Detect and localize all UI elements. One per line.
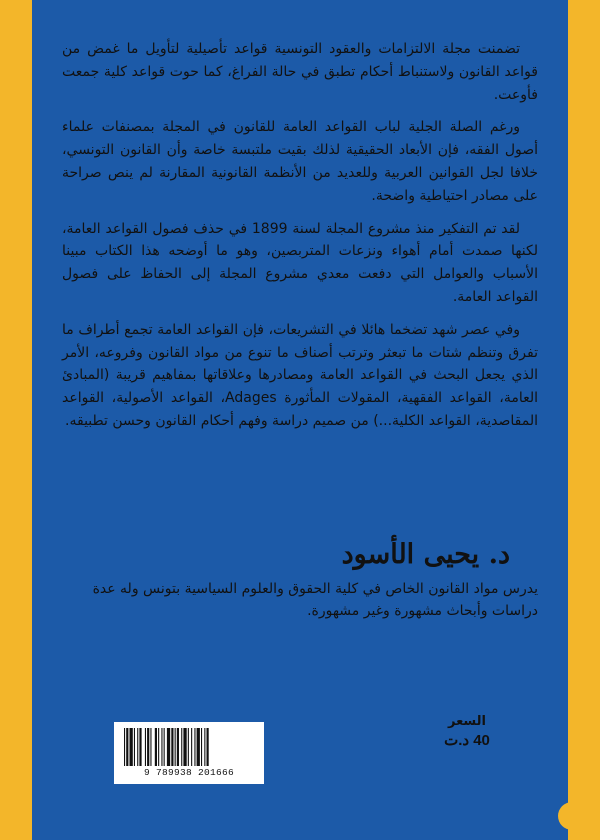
author-bio: يدرس مواد القانون الخاص في كلية الحقوق والعلوم السياسية بتونس وله عدة دراسات وأبحاث مشهورة وغير مشهورة. (92, 581, 538, 619)
barcode-bar (130, 728, 133, 766)
blurb-paragraph: لقد تم التفكير منذ مشروع المجلة لسنة 1899 في حذف فصول القواعد العامة، لكنها صمدت أمام أهواء ونزعات المتربصين، وهو ما أوضحه هذا الكتاب مبينا الأسباب والعوامل التي دفعت معدي مشروع المجلة إلى الحفاظ على فصول القواعد العامة. (62, 220, 538, 305)
blurb (62, 38, 538, 443)
barcode-bar (126, 728, 128, 766)
barcode-bar (194, 728, 195, 766)
blurb-paragraph: وفي عصر شهد تضخما هائلا في التشريعات، فإن القواعد العامة تجمع أطراف ما تفرق وتنظم شتات ما تبعثر وترتب أصناف ما تنوع من مواد القانون وفروعه، الأمر الذي يجعل البحث في القواعد العامة ومصادرها وعلاقاتها بمفاهيم قريبة (المبادئ العامة، القواعد الفقهية، المقولات المأثورة Adages، القواعد الأصولية، القواعد المقاصدية، القواعد الكلية...) من صميم دراسة وفهم أحكام القانون وحسن تطبيقه. (62, 321, 538, 429)
price-label: السعر (448, 714, 486, 729)
barcode-bar (164, 728, 165, 766)
price-value: 40 د.ت (444, 732, 490, 749)
barcode-bar (139, 728, 141, 766)
corner-circle (558, 802, 586, 830)
barcode-bar (183, 728, 186, 766)
barcode-bar (188, 728, 189, 766)
barcode-bar (201, 728, 202, 766)
barcode-bar (158, 728, 159, 766)
barcode-bar (177, 728, 179, 766)
barcode-digits: 9 789938 201666 (143, 767, 234, 778)
barcode-bar (147, 728, 149, 766)
barcode-bar (181, 728, 182, 766)
barcode-bar (137, 728, 138, 766)
blurb-paragraph: ورغم الصلة الجلية لباب القواعد العامة للقانون في المجلة بمصنفات علماء أصول الفقه، فإن الأبعاد الحقيقية لذلك بقيت ملتبسة خاصة وأن القانون التونسي، خلافا لجل القوانين العربية وللعديد من الأنظمة القانونية المقارنة لم ينص صراحة على مصادر احتياطية واضحة. (62, 119, 538, 204)
barcode-bar (161, 728, 162, 766)
barcode-bars (122, 728, 256, 766)
barcode-bar (167, 728, 170, 766)
barcode-bar (171, 728, 173, 766)
author-block (60, 538, 538, 622)
blurb-paragraph: تضمنت مجلة الالتزامات والعقود التونسية قواعد تأصيلية لتأويل ما غمض من قواعد القانون ولاستنباط أحكام تطبق في حالة الفراغ، كما حوت قواعد كلية جمعت فأوعت. (62, 41, 538, 103)
price-block (432, 712, 502, 750)
barcode-bar (197, 728, 200, 766)
isbn-barcode (114, 722, 264, 784)
barcode-bar (124, 728, 125, 766)
barcode-bar (207, 728, 209, 766)
barcode-bar (175, 728, 176, 766)
barcode-bar (155, 728, 157, 766)
author-name: د. يحيى الأسود (341, 539, 510, 570)
barcode-bar (134, 728, 135, 766)
barcode-bar (204, 728, 205, 766)
barcode-bar (191, 728, 192, 766)
barcode-bar (145, 728, 146, 766)
barcode-bar (150, 728, 151, 766)
